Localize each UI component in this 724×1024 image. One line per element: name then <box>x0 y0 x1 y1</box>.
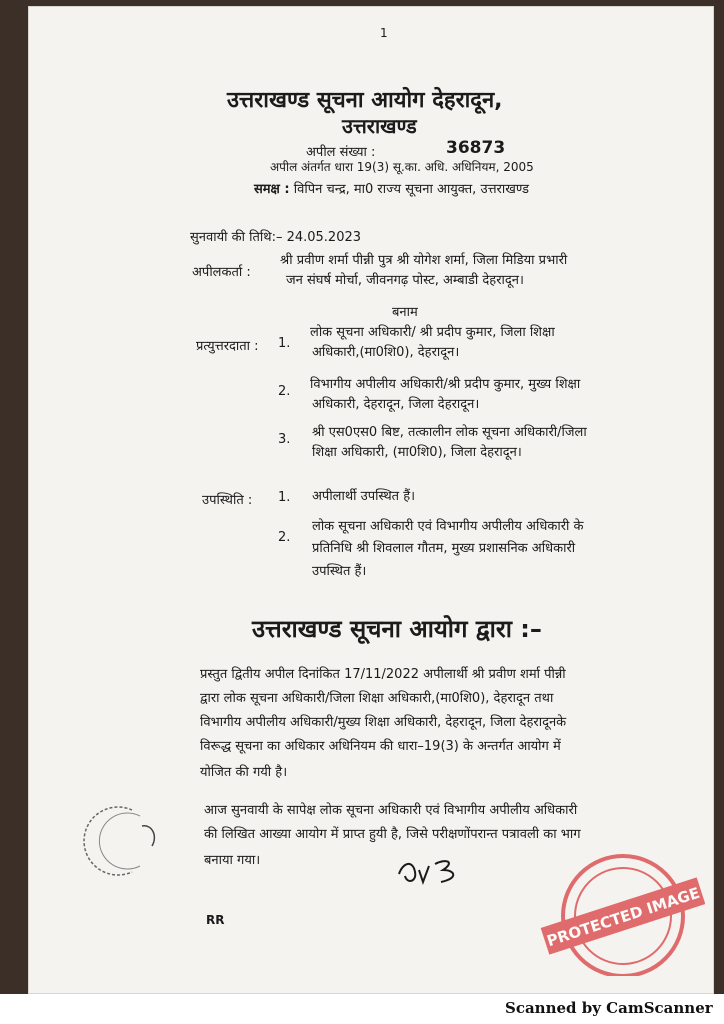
respondent-line: शिक्षा अधिकारी, (मा0शि0), जिला देहरादून। <box>312 445 522 460</box>
appellant-label: अपीलकर्ता : <box>192 265 251 280</box>
protected-image-watermark <box>535 846 705 976</box>
document-title-state: उत्तराखण्ड <box>342 114 417 138</box>
presence-line: अपीलार्थी उपस्थित हैं। <box>312 489 416 504</box>
respondent-line: श्री एस0एस0 बिष्ट, तत्कालीन लोक सूचना अधिकारी/जिला <box>312 425 587 440</box>
paragraph-line: विभागीय अपीलीय अधिकारी/मुख्य शिक्षा अधिकारी, देहरादून, जिला देहरादूनके <box>200 715 567 730</box>
respondent-number: 1. <box>278 336 291 351</box>
hearing-date: सुनवायी की तिथि:– 24.05.2023 <box>190 230 362 245</box>
paragraph-line: योजित की गयी है। <box>200 765 288 780</box>
document-title: उत्तराखण्ड सूचना आयोग देहरादून, <box>227 88 503 113</box>
appeal-number-label: अपील संख्या : <box>306 145 376 160</box>
presence-line: उपस्थित हैं। <box>312 564 367 579</box>
before-text: विपिन चन्द्र, मा0 राज्य सूचना आयुक्त, उत्तराखण्ड <box>293 182 530 197</box>
paragraph-line: द्वारा लोक सूचना अधिकारी/जिला शिक्षा अधिकारी,(मा0शि0), देहरादून तथा <box>200 691 554 706</box>
presence-line: लोक सूचना अधिकारी एवं विभागीय अपीलीय अधिकारी के <box>312 519 584 534</box>
appeal-act-reference: अपील अंतर्गत धारा 19(3) सू.का. अधि. अधिनियम, 2005 <box>270 160 534 174</box>
respondent-line: लोक सूचना अधिकारी/ श्री प्रदीप कुमार, जिला शिक्षा <box>310 325 555 340</box>
received-stamp-mark <box>82 806 172 876</box>
before-line <box>254 179 529 197</box>
watermark-text: PROTECTED IMAGE <box>544 883 702 951</box>
presence-label: उपस्थिति : <box>202 493 253 508</box>
paragraph-line: बनाया गया। <box>204 853 261 868</box>
signature-mark <box>393 852 473 892</box>
presence-number: 1. <box>278 490 291 505</box>
commission-heading: उत्तराखण्ड सूचना आयोग द्वारा :– <box>252 615 542 643</box>
respondent-line: विभागीय अपीलीय अधिकारी/श्री प्रदीप कुमार, मुख्य शिक्षा <box>310 377 581 392</box>
appellant-details-line2: जन संघर्ष मोर्चा, जीवनगढ़ पोस्ट, अम्बाडी देहरादून। <box>286 273 524 288</box>
respondent-number: 2. <box>278 384 291 399</box>
respondent-number: 3. <box>278 432 291 447</box>
paragraph-line: प्रस्तुत द्वितीय अपील दिनांकित 17/11/2022 अपीलार्थी श्री प्रवीण शर्मा पीन्नी <box>200 667 566 682</box>
respondent-line: अधिकारी, देहरादून, जिला देहरादून। <box>312 397 480 412</box>
respondents-label: प्रत्युत्तरदाता : <box>196 339 259 354</box>
before-label: समक्ष : <box>254 182 290 197</box>
appeal-number: 36873 <box>446 138 506 158</box>
presence-number: 2. <box>278 530 291 545</box>
scanner-label: Scanned by CamScanner <box>505 999 713 1017</box>
presence-line: प्रतिनिधि श्री शिवलाल गौतम, मुख्य प्रशासनिक अधिकारी <box>312 541 576 556</box>
versus-label: बनाम <box>392 305 418 320</box>
respondent-line: अधिकारी,(मा0शि0), देहरादून। <box>312 345 460 360</box>
appellant-details-line1: श्री प्रवीण शर्मा पीन्नी पुत्र श्री योगेश शर्मा, जिला मिडिया प्रभारी <box>280 253 568 268</box>
paragraph-line: की लिखित आख्या आयोग में प्राप्त हुयी है, जिसे परीक्षणोंपरान्त पत्रावली का भाग <box>204 827 581 842</box>
page-number: 1 <box>380 26 388 40</box>
footer-initials: RR <box>206 913 225 927</box>
paragraph-line: आज सुनवायी के सापेक्ष लोक सूचना अधिकारी एवं विभागीय अपीलीय अधिकारी <box>204 803 578 818</box>
paragraph-line: विरूद्ध सूचना का अधिकार अधिनियम की धारा–19(3) के अन्तर्गत आयोग में <box>200 739 561 754</box>
